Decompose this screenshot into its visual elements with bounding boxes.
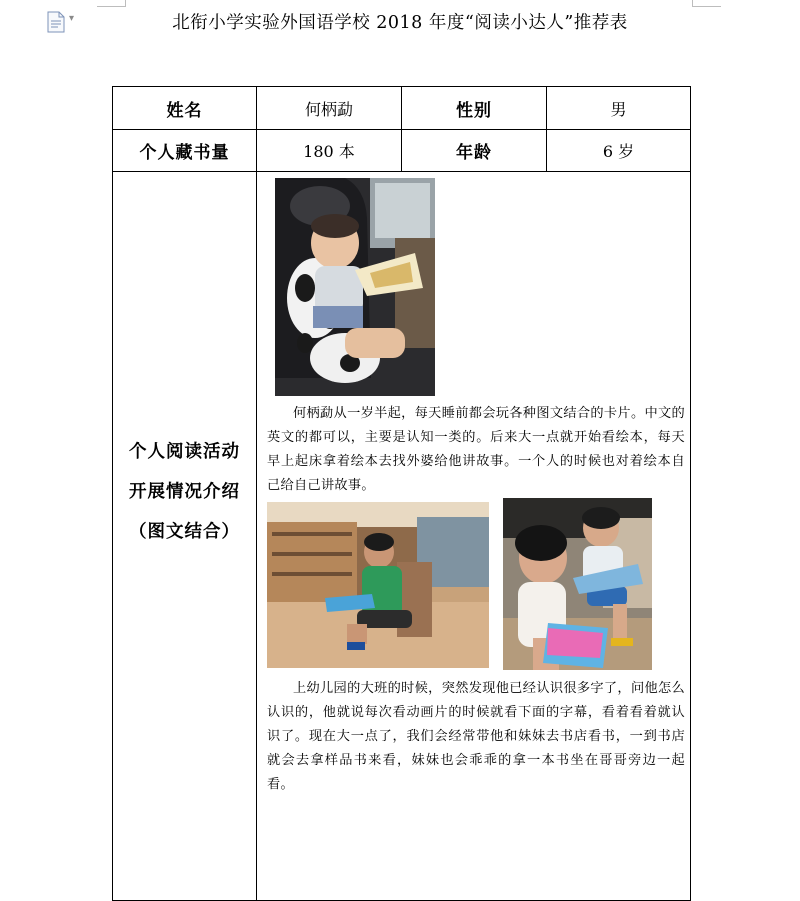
form-row-activity [113, 172, 691, 901]
paragraph-2: 上幼儿园的大班的时候，突然发现他已经认识很多字了，问他怎么认识的，他就说每次看动画片的时候就看下面的字幕，看着看着就认识了。现在大一点了，我们会经常带他和妹妹去书店看书，一到书店就会去拿样品书来看，妹妹也会乖乖的拿一本书坐在哥哥旁边一起看。 [267, 681, 685, 792]
photo-bookstore-boy [267, 502, 489, 668]
activity-label-cell [113, 172, 257, 901]
page-corner-mark-right [692, 0, 721, 7]
form-row-books [113, 130, 691, 172]
gender-value: 男 [547, 87, 691, 130]
form-row-name [113, 87, 691, 130]
paragraph-1: 何柄勐从一岁半起，每天睡前都会玩各种图文结合的卡片。中文的英文的都可以，主要是认知一类的。后来大一点就开始看绘本，每天早上起床拿着绘本去找外婆给他讲故事。一个人的时候也对着绘本自己给自己讲故事。 [267, 406, 685, 493]
gender-label: 性别 [402, 87, 547, 130]
age-label: 年龄 [402, 130, 547, 172]
activity-label-line: 个人阅读活动 [129, 442, 240, 462]
activity-label-line: 开展情况介绍 [129, 482, 240, 502]
age-value: 6 岁 [547, 130, 691, 172]
recommendation-form [112, 86, 691, 901]
name-label: 姓名 [113, 87, 257, 130]
page-corner-mark-left [97, 0, 126, 7]
books-label: 个人藏书量 [113, 130, 257, 172]
activity-content-cell [257, 172, 691, 901]
photo-car-seat [275, 178, 435, 396]
document-title: 北衔小学实验外国语学校 2018 年度“阅读小达人”推荐表 [172, 13, 628, 33]
activity-label-line: （图文结合） [129, 522, 240, 542]
activity-label [113, 432, 256, 552]
name-value: 何柄勐 [257, 87, 402, 130]
photo-siblings-reading [503, 498, 652, 670]
chevron-down-icon[interactable]: ▾ [69, 13, 75, 24]
books-value: 180 本 [257, 130, 402, 172]
